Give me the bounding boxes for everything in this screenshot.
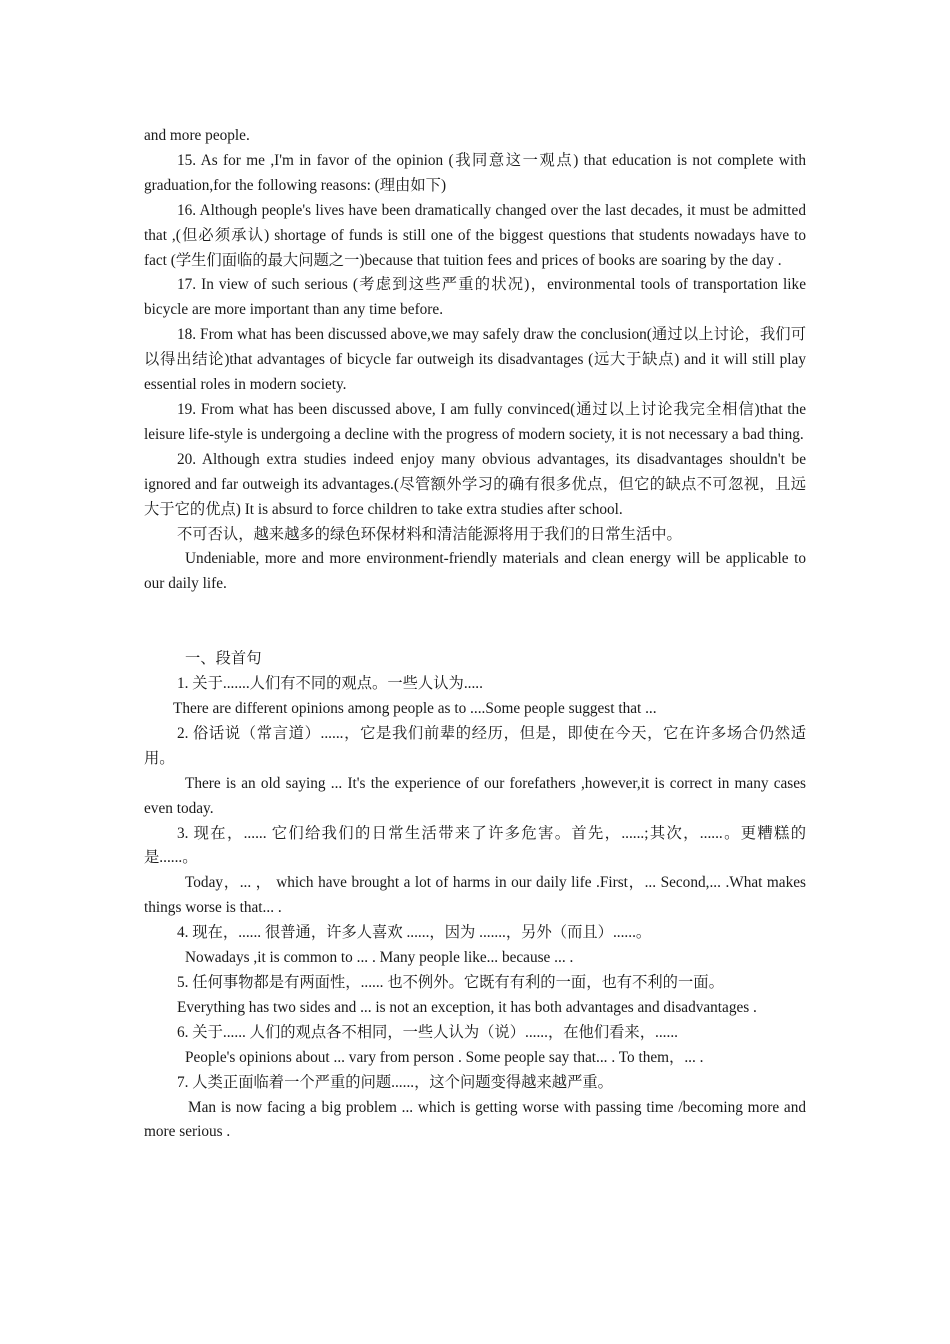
section-heading: 一、段首句 (185, 650, 262, 668)
paragraph-item-18: 18. From what has been discussed above,we may safely draw the conclusion(通过以上讨论，我们可以得出结论)that advantages of bicycle far outweigh its disadvantages (远大于缺点) and it will still play essential roles in modern society. (144, 326, 806, 394)
item-1-chinese: 1. 关于.......人们有不同的观点。一些人认为..... (177, 675, 483, 693)
document-page (144, 124, 806, 1145)
item-4-chinese: 4. 现在，...... 很普通，许多人喜欢 ......，因为 .......，另外（而且）......。 (177, 924, 652, 942)
paragraph-item-16: 16. Although people's lives have been dramatically changed over the last decades, it must be admitted that ,(但必须承认) shortage of funds is still one of the biggest questions that students nowadays have to fact (学生们面临的最大问题之一)because that tuition fees and prices of books are soaring by the day . (144, 201, 806, 269)
item-4-english: Nowadays ,it is common to ... . Many people like... because ... . (185, 949, 574, 967)
item-2-chinese: 2. 俗话说（常言道）......，它是我们前辈的经历，但是，即使在今天，它在许多场合仍然适用。 (144, 724, 806, 767)
paragraph-item-20: 20. Although extra studies indeed enjoy many obvious advantages, its disadvantages shouldn't be ignored and far outweigh its advantages.(尽管额外学习的确有很多优点，但它的缺点不可忽视，且远大于它的优点) It is absurd to force children to take extra studies after school. (144, 450, 806, 518)
item-3-english: Today，... ， which have brought a lot of harms in our daily life .First，... Second,... .What makes things worse is that... . (144, 874, 806, 917)
paragraph-chinese-sentence: 不可否认，越来越多的绿色环保材料和清洁能源将用于我们的日常生活中。 (177, 525, 682, 543)
paragraph-continuation: and more people. (144, 127, 250, 144)
item-3-chinese: 3. 现在，...... 它们给我们的日常生活带来了许多危害。首先，......;其次，......。更糟糕的是......。 (144, 824, 806, 867)
item-1-english: There are different opinions among people as to ....Some people suggest that ... (173, 700, 657, 718)
item-2-english: There is an old saying ... It's the experience of our forefathers ,however,it is correct in many cases even today. (144, 774, 806, 817)
item-7-chinese: 7. 人类正面临着一个严重的问题......，这个问题变得越来越严重。 (177, 1073, 613, 1091)
item-6-chinese: 6. 关于...... 人们的观点各不相同，一些人认为（说）......，在他们看来，...... (177, 1023, 678, 1041)
item-7-english: Man is now facing a big problem ... which is getting worse with passing time /becoming more and more serious . (144, 1098, 806, 1141)
section-gap (144, 597, 806, 647)
item-5-chinese: 5. 任何事物都是有两面性，...... 也不例外。它既有有利的一面，也有不利的一面。 (177, 974, 724, 991)
paragraph-english-sentence: Undeniable, more and more environment-friendly materials and clean energy will be applicable to our daily life. (144, 550, 806, 593)
paragraph-item-19: 19. From what has been discussed above, I am fully convinced(通过以上讨论我完全相信)that the leisure life-style is undergoing a decline with the progress of modern society, it is not necessary a bad thing. (144, 400, 806, 443)
item-5-english: Everything has two sides and ... is not an exception, it has both advantages and disadvantages . (177, 998, 757, 1016)
paragraph-item-17: 17. In view of such serious (考虑到这些严重的状况)，environmental tools of transportation like bicycle are more important than any time before. (144, 276, 806, 319)
paragraph-item-15: 15. As for me ,I'm in favor of the opinion (我同意这一观点) that education is not complete with graduation,for the following reasons: (理由如下) (144, 151, 806, 194)
item-6-english: People's opinions about ... vary from person . Some people say that... . To them，... . (185, 1048, 704, 1066)
